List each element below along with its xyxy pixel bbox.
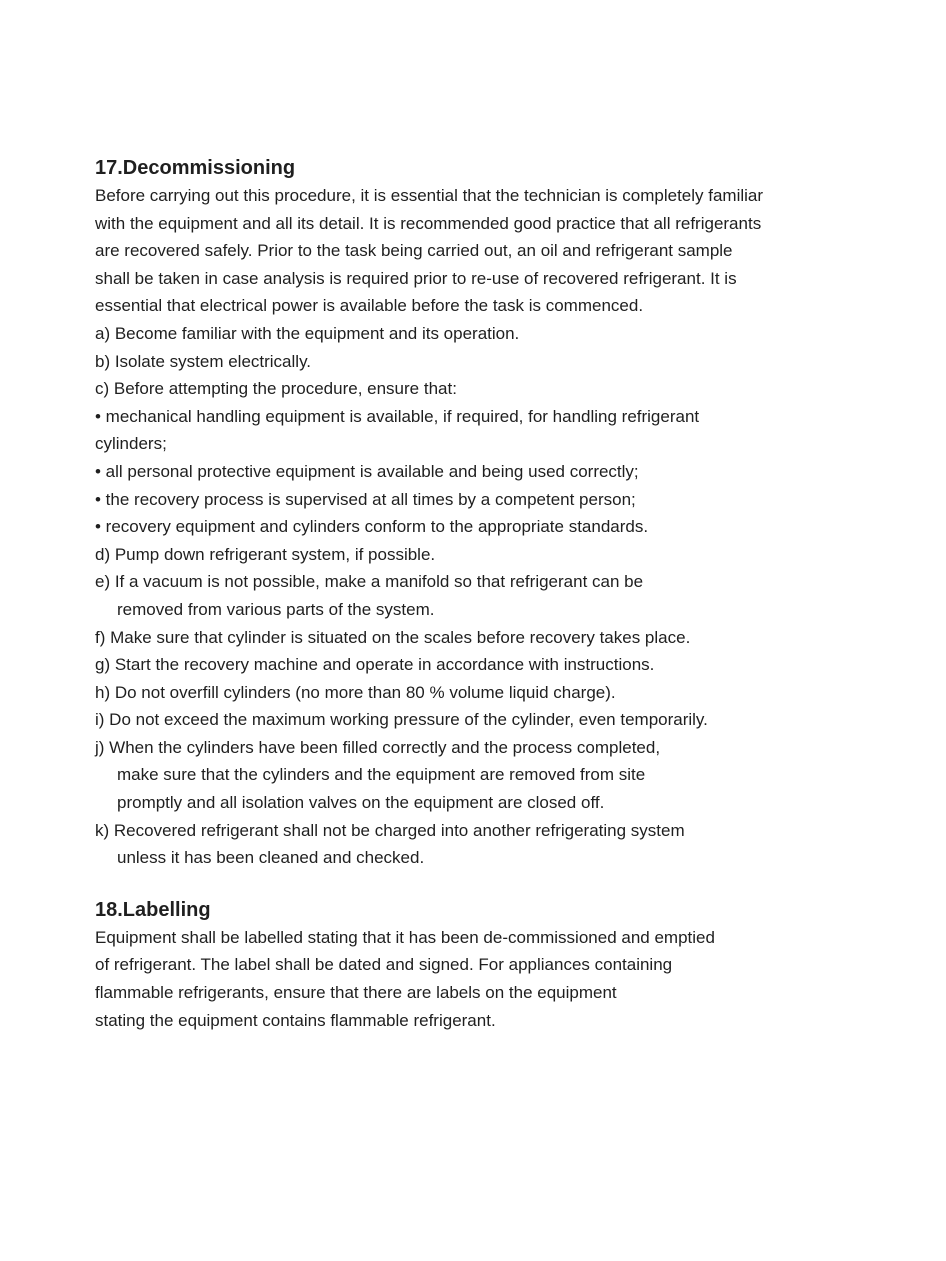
body-line: stating the equipment contains flammable refrigerant. xyxy=(95,1010,496,1030)
body-line: of refrigerant. The label shall be dated and signed. For appliances containing xyxy=(95,955,673,975)
bullet-item: • recovery equipment and cylinders conform to the appropriate standards. xyxy=(95,517,649,537)
list-item: h) Do not overfill cylinders (no more than 80 % volume liquid charge). xyxy=(95,682,616,702)
list-item: j) When the cylinders have been filled correctly and the process completed, xyxy=(95,737,661,757)
bullet-item: • all personal protective equipment is available and being used correctly; xyxy=(95,461,639,481)
section-17-heading: 17.Decommissioning xyxy=(95,157,296,179)
list-item-continuation: removed from various parts of the system. xyxy=(117,599,435,619)
bullet-item: • mechanical handling equipment is available, if required, for handling refrigerant xyxy=(95,406,700,426)
list-item: g) Start the recovery machine and operate in accordance with instructions. xyxy=(95,655,655,675)
body-line: Equipment shall be labelled stating that it has been de-commissioned and emptied xyxy=(95,927,715,947)
list-item: f) Make sure that cylinder is situated on the scales before recovery takes place. xyxy=(95,627,691,647)
body-line: flammable refrigerants, ensure that there are labels on the equipment xyxy=(95,983,617,1003)
list-item: a) Become familiar with the equipment and its operation. xyxy=(95,323,520,343)
list-item: d) Pump down refrigerant system, if possible. xyxy=(95,544,436,564)
list-item: c) Before attempting the procedure, ensure that: xyxy=(95,379,457,399)
list-item: k) Recovered refrigerant shall not be charged into another refrigerating system xyxy=(95,820,685,840)
body-line: shall be taken in case analysis is required prior to re-use of recovered refrigerant. It is xyxy=(95,268,737,288)
body-line: are recovered safely. Prior to the task being carried out, an oil and refrigerant sample xyxy=(95,241,733,261)
list-item-continuation: make sure that the cylinders and the equipment are removed from site xyxy=(117,765,646,785)
list-item: b) Isolate system electrically. xyxy=(95,351,312,371)
body-line: essential that electrical power is available before the task is commenced. xyxy=(95,296,644,316)
body-line: Before carrying out this procedure, it is essential that the technician is completely familiar xyxy=(95,186,764,205)
body-line: with the equipment and all its detail. It is recommended good practice that all refrigerants xyxy=(95,213,762,233)
section-18-body xyxy=(95,924,895,1034)
section-17-body xyxy=(95,182,895,872)
document-page xyxy=(95,154,895,1034)
bullet-item: • the recovery process is supervised at all times by a competent person; xyxy=(95,489,636,509)
list-item: i) Do not exceed the maximum working pressure of the cylinder, even temporarily. xyxy=(95,710,708,730)
section-18-heading: 18.Labelling xyxy=(95,898,211,921)
bullet-item-continuation: cylinders; xyxy=(95,434,167,454)
list-item-continuation: promptly and all isolation valves on the equipment are closed off. xyxy=(117,793,605,813)
list-item-continuation: unless it has been cleaned and checked. xyxy=(117,848,425,868)
list-item: e) If a vacuum is not possible, make a manifold so that refrigerant can be xyxy=(95,572,644,592)
section-spacer xyxy=(95,872,895,896)
